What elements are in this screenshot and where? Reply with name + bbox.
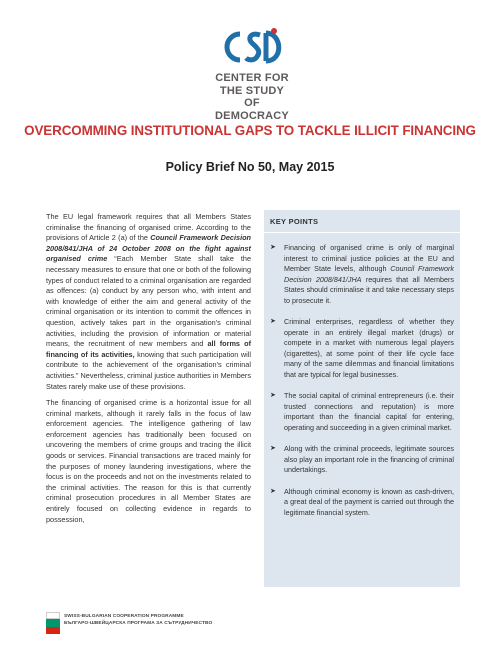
document-title: OVERCOMMING INSTITUTIONAL GAPS TO TACKLE ILLICIT FINANCING [24, 123, 476, 138]
key-points-list [264, 243, 460, 518]
bold-text: all forms of financing of its activities, [46, 339, 251, 359]
key-points-box [264, 210, 460, 587]
text-run: knowing that such participation will contribute to the achievement of the organisation’s criminal activities.” Nevertheless, criminal justice authorities in Members States rarely make use of these provisions. [46, 349, 251, 391]
arrow-bullet-icon: ➤ [270, 244, 276, 251]
text-run: Although criminal economy is known as cash-driven, a great deal of the payment is carried out through the legitimate financial system. [284, 486, 454, 517]
arrow-bullet-icon: ➤ [270, 487, 276, 495]
csd-logo-icon [218, 24, 286, 70]
key-points-heading: KEY POINTS [270, 217, 319, 226]
key-point-item [264, 391, 454, 433]
text-run: Criminal enterprises, regardless of whether they operate in an entirely illegal market (drugs) or compete in a market with numerous legal players (cigarettes), at some point of their life cycle face many of the same dilemmas and financial limitations that are typical for legal businesses. [284, 317, 454, 379]
arrow-bullet-icon: ➤ [270, 392, 276, 399]
paragraph: The financing of organised crime is a horizontal issue for all criminal markets, although it rarely falls in the focus of law enforcement agencies. The intelligence gathering of law enforcement agencies has traditionally been focused on uncovering the members of crime groups and tracing the illicit goods or services. Financial transactions are traced mainly for the purposes of money laundering investigations, where the focus is on the proceeds and not on the investments related to the criminal activities. The reason for this is that currently criminal prosecution procedures in all Member States are entirely focused on collecting evidence in regards to possession, [46, 398, 251, 524]
divider [264, 232, 460, 233]
document-subtitle: Policy Brief No 50, May 2015 [165, 160, 335, 174]
logo-line: CENTER FOR [215, 72, 289, 84]
key-point-item [264, 243, 454, 306]
text-run: Along with the criminal proceeds, legitimate sources also play an important role in the financing of criminal undertakings. [284, 444, 454, 474]
key-point-item [264, 487, 454, 519]
text-run: “Each Member State shall take the necessary measures to ensure that one or both of the following types of conduct related to a criminal organisation are regarded as offences: (a) conduct by any person who, with intent and with knowledge of either the aim and general activity of the criminal organisation or its intention to commit the offences in question, actively takes part in the organisation’s criminal activities, including the provision of information or material means, the recruitment of new members and [46, 254, 252, 349]
paragraph [46, 212, 251, 392]
csd-logo [212, 24, 292, 122]
key-point-item [264, 317, 454, 380]
flags-icon [46, 612, 60, 634]
body-text-column [46, 212, 251, 531]
italic-citation: Council Framework Decision 2008/841/JHA [284, 264, 454, 284]
sponsor-line: БЪЛГАРО-ШВЕЙЦАРСКА ПРОГРАМА ЗА СЪТРУДНИЧЕСТВО [64, 621, 213, 626]
logo-line: DEMOCRACY [215, 109, 289, 122]
sponsor-footer [46, 612, 266, 638]
text-run: The social capital of criminal entrepreneurs (i.e. their trusted connections and reputation) is more important than the financial capital for entering, operating and succeeding in a given criminal market. [284, 391, 454, 432]
arrow-bullet-icon: ➤ [270, 318, 276, 325]
text-run: requires that all Members States should criminalise it and take necessary steps to prosecute it. [284, 274, 454, 305]
sponsor-line: SWISS-BULGARIAN COOPERATION PROGRAMME [64, 614, 184, 619]
arrow-bullet-icon: ➤ [270, 445, 276, 452]
italic-citation: Council Framework Decision 2008/841/JHA of 24 October 2008 on the fight against organised crime [46, 233, 252, 264]
key-point-item [264, 444, 454, 476]
text-run: The EU legal framework requires that all Members States criminalise the financing of organised crime. According to the provisions of Article 2 (a) of the [46, 212, 251, 243]
logo-line: THE STUDY OF [219, 84, 285, 109]
text-run: Financing of organised crime is only of marginal interest to criminal justice policies at the EU and Member State levels, although [284, 243, 454, 273]
